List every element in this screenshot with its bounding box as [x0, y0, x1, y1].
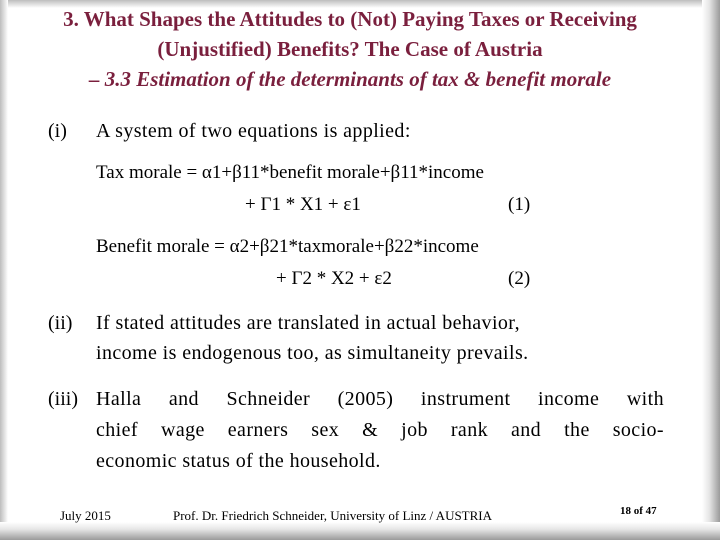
footer-author: Prof. Dr. Friedrich Schneider, University of Linz / AUSTRIA — [173, 508, 493, 523]
slide-edge-left — [0, 0, 8, 540]
item-ii-number: (ii) — [48, 312, 73, 334]
equation-1-line-1: Tax morale = α1+β11*benefit morale+β11*income — [96, 162, 484, 183]
equation-2-line-2: + Γ2 * X2 + ε2 — [276, 268, 392, 289]
item-ii-line-2: income is endogenous too, as simultaneity prevails. — [96, 342, 529, 364]
equation-1-line-2: + Γ1 * X1 + ε1 — [245, 194, 361, 215]
footer-date: July 2015 — [60, 508, 111, 523]
item-iii-line-1: Halla and Schneider (2005) instrument income with — [96, 388, 664, 410]
item-iii-line-2: chief wage earners sex & job rank and the socio- — [96, 419, 664, 441]
item-i-text: A system of two equations is applied: — [96, 120, 411, 142]
item-iii-line-3: economic status of the household. — [96, 450, 381, 472]
title-line-1: 3. What Shapes the Attitudes to (Not) Paying Taxes or Receiving — [63, 7, 637, 31]
slide-title — [10, 4, 690, 94]
title-line-3: – 3.3 Estimation of the determinants of tax & benefit morale — [88, 67, 612, 91]
slide-edge-bottom — [0, 522, 720, 540]
equation-2-label: (2) — [508, 268, 531, 289]
item-i-number: (i) — [48, 120, 67, 142]
equation-2-line-1: Benefit morale = α2+β21*taxmorale+β22*income — [96, 236, 479, 257]
title-line-2: (Unjustified) Benefits? The Case of Austria — [157, 37, 543, 61]
equation-1-label: (1) — [508, 194, 531, 215]
footer-page-number: 18 of 47 — [620, 505, 657, 517]
item-ii-line-1: If stated attitudes are translated in actual behavior, — [96, 312, 520, 334]
slide-edge-right — [702, 0, 720, 540]
item-iii-number: (iii) — [48, 388, 78, 410]
